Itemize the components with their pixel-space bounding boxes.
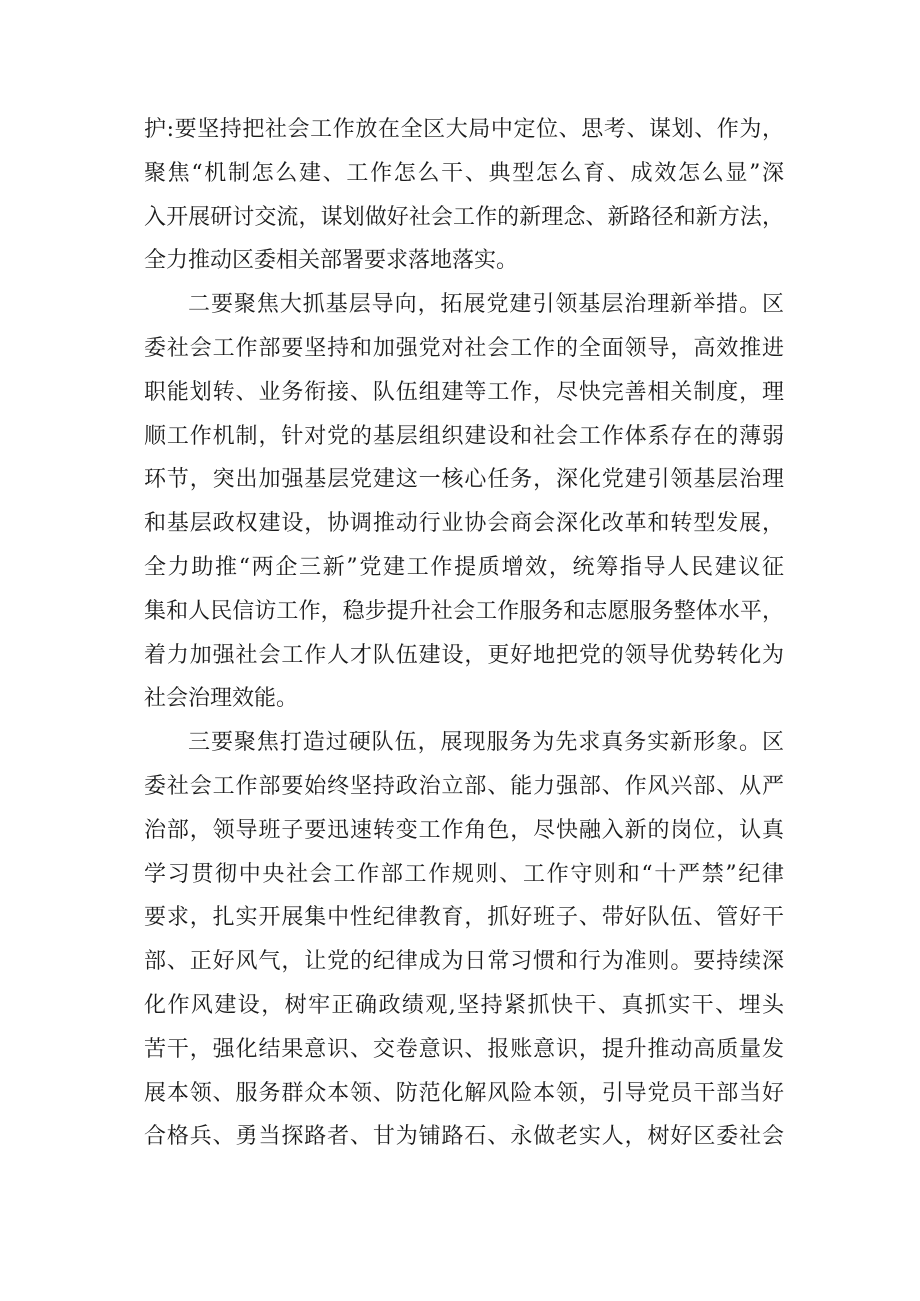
- text-line: 聚焦“机制怎么建、工作怎么干、典型怎么育、成效怎么显”深: [144, 160, 784, 186]
- text-line: 环节，突出加强基层党建这一核心任务，深化党建引领基层治理: [144, 467, 784, 493]
- body-text: [144, 108, 784, 1159]
- text-line: 合格兵、勇当探路者、甘为铺路石、永做老实人，树好区委社会: [144, 1124, 784, 1150]
- text-line: 着力加强社会工作人才队伍建设，更好地把党的领导优势转化为: [144, 642, 784, 668]
- text-line: 化作风建设，树牢正确政绩观,坚持紧抓快干、真抓实干、埋头: [144, 992, 784, 1018]
- text-line: 委社会工作部要坚持和加强党对社会工作的全面领导，高效推进: [144, 335, 784, 361]
- text-line: 和基层政权建设，协调推动行业协会商会深化改革和转型发展，: [144, 511, 784, 537]
- text-line: 护:要坚持把社会工作放在全区大局中定位、思考、谋划、作为，: [144, 117, 784, 142]
- text-line: 职能划转、业务衔接、队伍组建等工作，尽快完善相关制度，理: [144, 379, 784, 405]
- paragraph-third-point: [144, 721, 784, 1159]
- text-line: 顺工作机制，针对党的基层组织建设和社会工作体系存在的薄弱: [144, 423, 784, 449]
- text-line: 苦干，强化结果意识、交卷意识、报账意识，提升推动高质量发: [144, 1036, 784, 1062]
- text-line: 治部，领导班子要迅速转变工作角色，尽快融入新的岗位，认真: [144, 817, 784, 843]
- text-line: 二要聚焦大抓基层导向，拓展党建引领基层治理新举措。区: [188, 292, 784, 318]
- text-line: 社会治理效能。: [144, 686, 299, 712]
- paragraph-continued: [144, 108, 784, 283]
- text-line: 三要聚焦打造过硬队伍，展现服务为先求真务实新形象。区: [188, 730, 784, 756]
- text-line: 集和人民信访工作，稳步提升社会工作服务和志愿服务整体水平，: [144, 598, 784, 624]
- text-line: 展本领、服务群众本领、防范化解风险本领，引导党员干部当好: [144, 1080, 784, 1106]
- text-line: 部、正好风气，让党的纪律成为日常习惯和行为准则。要持续深: [144, 949, 784, 975]
- text-line: 要求，扎实开展集中性纪律教育，抓好班子、带好队伍、管好干: [144, 905, 784, 931]
- text-line: 全力助推“两企三新”党建工作提质增效，统筹指导人民建议征: [144, 554, 784, 580]
- text-line: 入开展研讨交流，谋划做好社会工作的新理念、新路径和新方法，: [144, 204, 784, 230]
- text-line: 委社会工作部要始终坚持政治立部、能力强部、作风兴部、从严: [144, 773, 784, 799]
- text-line: 全力推动区委相关部署要求落地落实。: [144, 248, 519, 274]
- paragraph-second-point: [144, 283, 784, 721]
- text-line: 学习贯彻中央社会工作部工作规则、工作守则和“十严禁”纪律: [144, 861, 784, 887]
